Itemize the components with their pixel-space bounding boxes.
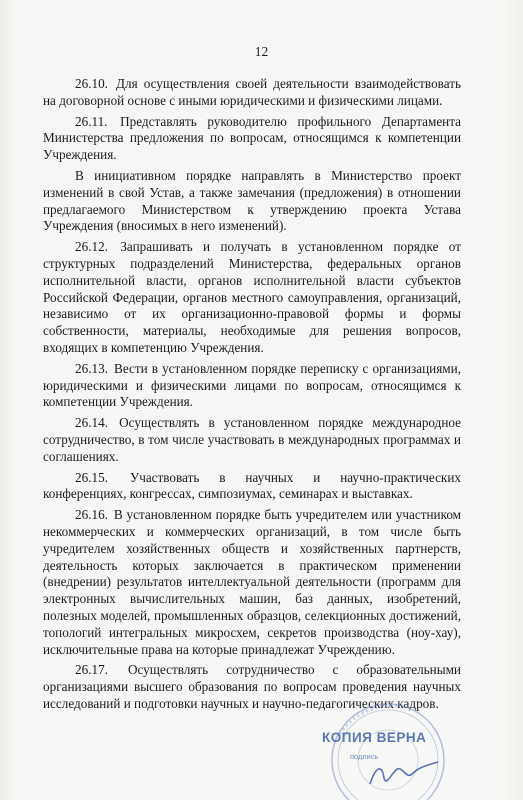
paragraph-26-13 (43, 361, 461, 411)
stamp-label: КОПИЯ ВЕРНА (322, 730, 427, 745)
paragraph-initiative (43, 168, 461, 235)
paragraph-text: Осуществлять в установленном порядке международное сотрудничество, в том числе участвовать в международных программах и соглашениях. (43, 415, 462, 464)
paragraph-text: В установленном порядке быть учредителем или участником некоммерческих и коммерческих организаций, в том числе быть учредителем хозяйственных обществ и хозяйственных партнерств, деятельность которых заключается в практическом применении (внедрении) результатов интеллектуальной деятельности (программ для электронных вычислительных машин, баз данных, изобретений, полезных моделей, промышленных образцов, селекционных достижений, топологий интегральных микросхем, секретов производства (ноу-хау), исключительные права на которые принадлежат Учреждению. (43, 507, 462, 657)
stamp-subtext: подпись (350, 752, 379, 761)
handwritten-signature (364, 756, 444, 792)
paragraph-text: Представлять руководителю профильного Департамента Министерства предложения по вопросам, относящимся к компетенции Учреждения. (43, 113, 462, 163)
paragraph-number: 26.15. (75, 469, 108, 485)
paragraph-number: 26.11. (75, 113, 108, 129)
paragraph-number: 26.14. (75, 415, 108, 431)
paragraph-26-12 (43, 239, 461, 357)
paragraph-text: Осуществлять сотрудничество с образовательными организациями высшего образования по вопросам проведения научных исследований и подготовки научных и научно-педагогических кадров. (43, 662, 461, 711)
paragraph-text: В инициативном порядке направлять в Министерство проект изменений в свой Устав, а также замечания (предложения) в отношении предлагаемого Министерством к утверждению проекта Устава Учреждения (вносимых в него изменений). (43, 167, 461, 234)
paragraph-26-10 (43, 76, 461, 110)
paragraph-26-15 (43, 470, 461, 504)
paragraph-number: 26.13. (75, 360, 108, 376)
paragraph-26-11 (43, 114, 461, 164)
page-number: 12 (254, 44, 269, 59)
paragraph-number: 26.17. (75, 662, 108, 678)
paragraph-number: 26.12. (75, 239, 108, 255)
document-body (43, 76, 461, 717)
paragraph-26-14 (43, 415, 461, 465)
paragraph-number: 26.10. (75, 76, 108, 91)
paragraph-text: Для осуществления своей деятельности взаимодействовать на договорной основе с иными юридическими и физическими лицами. (43, 76, 461, 108)
paragraph-text: Вести в установленном порядке переписку с организациями, юридическими и физическими лицами по вопросам, относящимся к компетенции Учреждения. (43, 360, 461, 410)
paragraph-text: Участвовать в научных и научно-практических конференциях, конгрессах, симпозиумах, семинарах и выставках. (43, 469, 461, 502)
paragraph-number: 26.16. (75, 507, 108, 523)
paragraph-26-16 (43, 507, 461, 658)
paragraph-text: Запрашивать и получать в установленном порядке от структурных подразделений Министерства, федеральных органов исполнительной власти, органов исполнительной власти субъектов Российской Федерации, органов местного самоуправления, организаций, независимо от их организационно-правовой формы и формы собственности, материалы, необходимые для решения вопросов, входящих в компетенцию Учреждения. (43, 239, 461, 355)
